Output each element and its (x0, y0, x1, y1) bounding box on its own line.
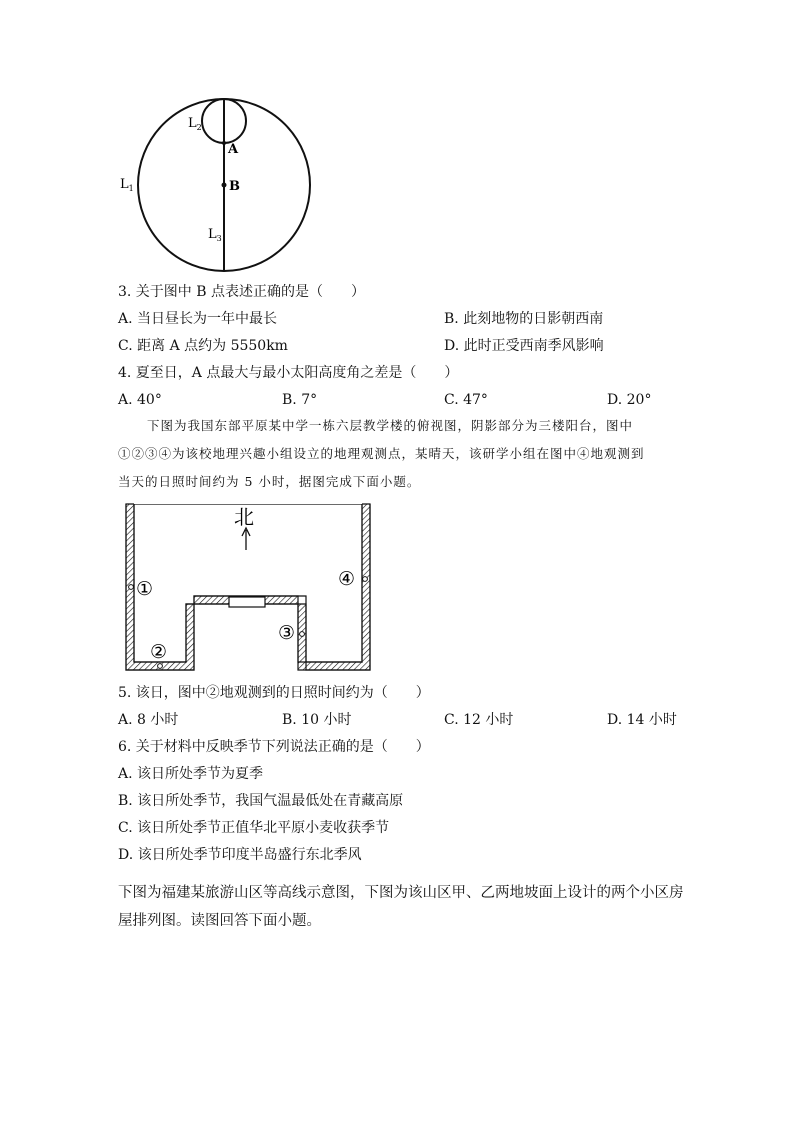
q5-option-a[interactable]: A. 8 小时 (118, 712, 179, 728)
q4-stem: 4. 夏至日，A 点最大与最小太阳高度角之差是（ ） (118, 365, 459, 381)
label-l2: $L_2$ (188, 116, 202, 132)
point-1-label: ① (136, 578, 154, 600)
figure-globe-diagram (110, 95, 320, 275)
q6-option-a[interactable]: A. 该日所处季节为夏季 (118, 766, 264, 782)
point-1-marker (129, 585, 134, 590)
q3-option-b[interactable]: B. 此刻地物的日影朝西南 (444, 311, 604, 327)
label-a: A (228, 142, 239, 157)
q5-stem: 5. 该日，图中②地观测到的日照时间约为（ ） (118, 685, 430, 701)
q4-option-b[interactable]: B. 7° (282, 392, 318, 408)
q4-option-d[interactable]: D. 20° (607, 392, 652, 408)
material1-line3: 当天的日照时间约为 5 小时，据图完成下面小题。 (118, 474, 421, 489)
q3-option-c[interactable]: C. 距离 A 点约为 5550km (118, 338, 288, 354)
label-l3: $L_3$ (208, 227, 222, 243)
q5-option-b[interactable]: B. 10 小时 (282, 712, 352, 728)
point-3-marker (300, 632, 305, 637)
point-a (222, 141, 226, 145)
balcony (229, 597, 265, 607)
material1-line2: ①②③④为该校地理兴趣小组设立的地理观测点，某晴天，该研学小组在图中④地观测到 (118, 446, 645, 461)
point-2-label: ② (150, 641, 168, 663)
q6-option-d[interactable]: D. 该日所处季节印度半岛盛行东北季风 (118, 847, 362, 863)
material1-line1: 下图为我国东部平原某中学一栋六层教学楼的俯视图，阴影部分为三楼阳台，图中 (147, 418, 634, 433)
material2-line1: 下图为福建某旅游山区等高线示意图，下图为该山区甲、乙两地坡面上设计的两个小区房 (118, 885, 684, 901)
q4-option-c[interactable]: C. 47° (444, 392, 488, 408)
q4-option-a[interactable]: A. 40° (118, 392, 162, 408)
north-label: 北 (234, 505, 254, 529)
point-2-marker (158, 664, 163, 669)
q5-option-c[interactable]: C. 12 小时 (444, 712, 514, 728)
q3-option-a[interactable]: A. 当日昼长为一年中最长 (118, 311, 278, 327)
label-b: B (229, 179, 240, 194)
q6-stem: 6. 关于材料中反映季节下列说法正确的是（ ） (118, 739, 430, 755)
point-b (222, 183, 227, 188)
figure-building-plan (118, 498, 378, 678)
point-4-marker (363, 577, 368, 582)
material2-line2: 屋排列图。读图回答下面小题。 (118, 913, 321, 929)
q6-option-c[interactable]: C. 该日所处季节正值华北平原小麦收获季节 (118, 820, 390, 836)
q5-option-d[interactable]: D. 14 小时 (607, 712, 677, 728)
point-3-label: ③ (278, 622, 296, 644)
q3-stem: 3. 关于图中 B 点表述正确的是（ ） (118, 284, 365, 300)
point-4-label: ④ (338, 568, 356, 590)
q3-option-d[interactable]: D. 此时正受西南季风影响 (444, 338, 604, 354)
q6-option-b[interactable]: B. 该日所处季节，我国气温最低处在青藏高原 (118, 793, 404, 809)
courtyard-gap (134, 498, 362, 504)
label-l1: $L_1$ (120, 177, 134, 193)
